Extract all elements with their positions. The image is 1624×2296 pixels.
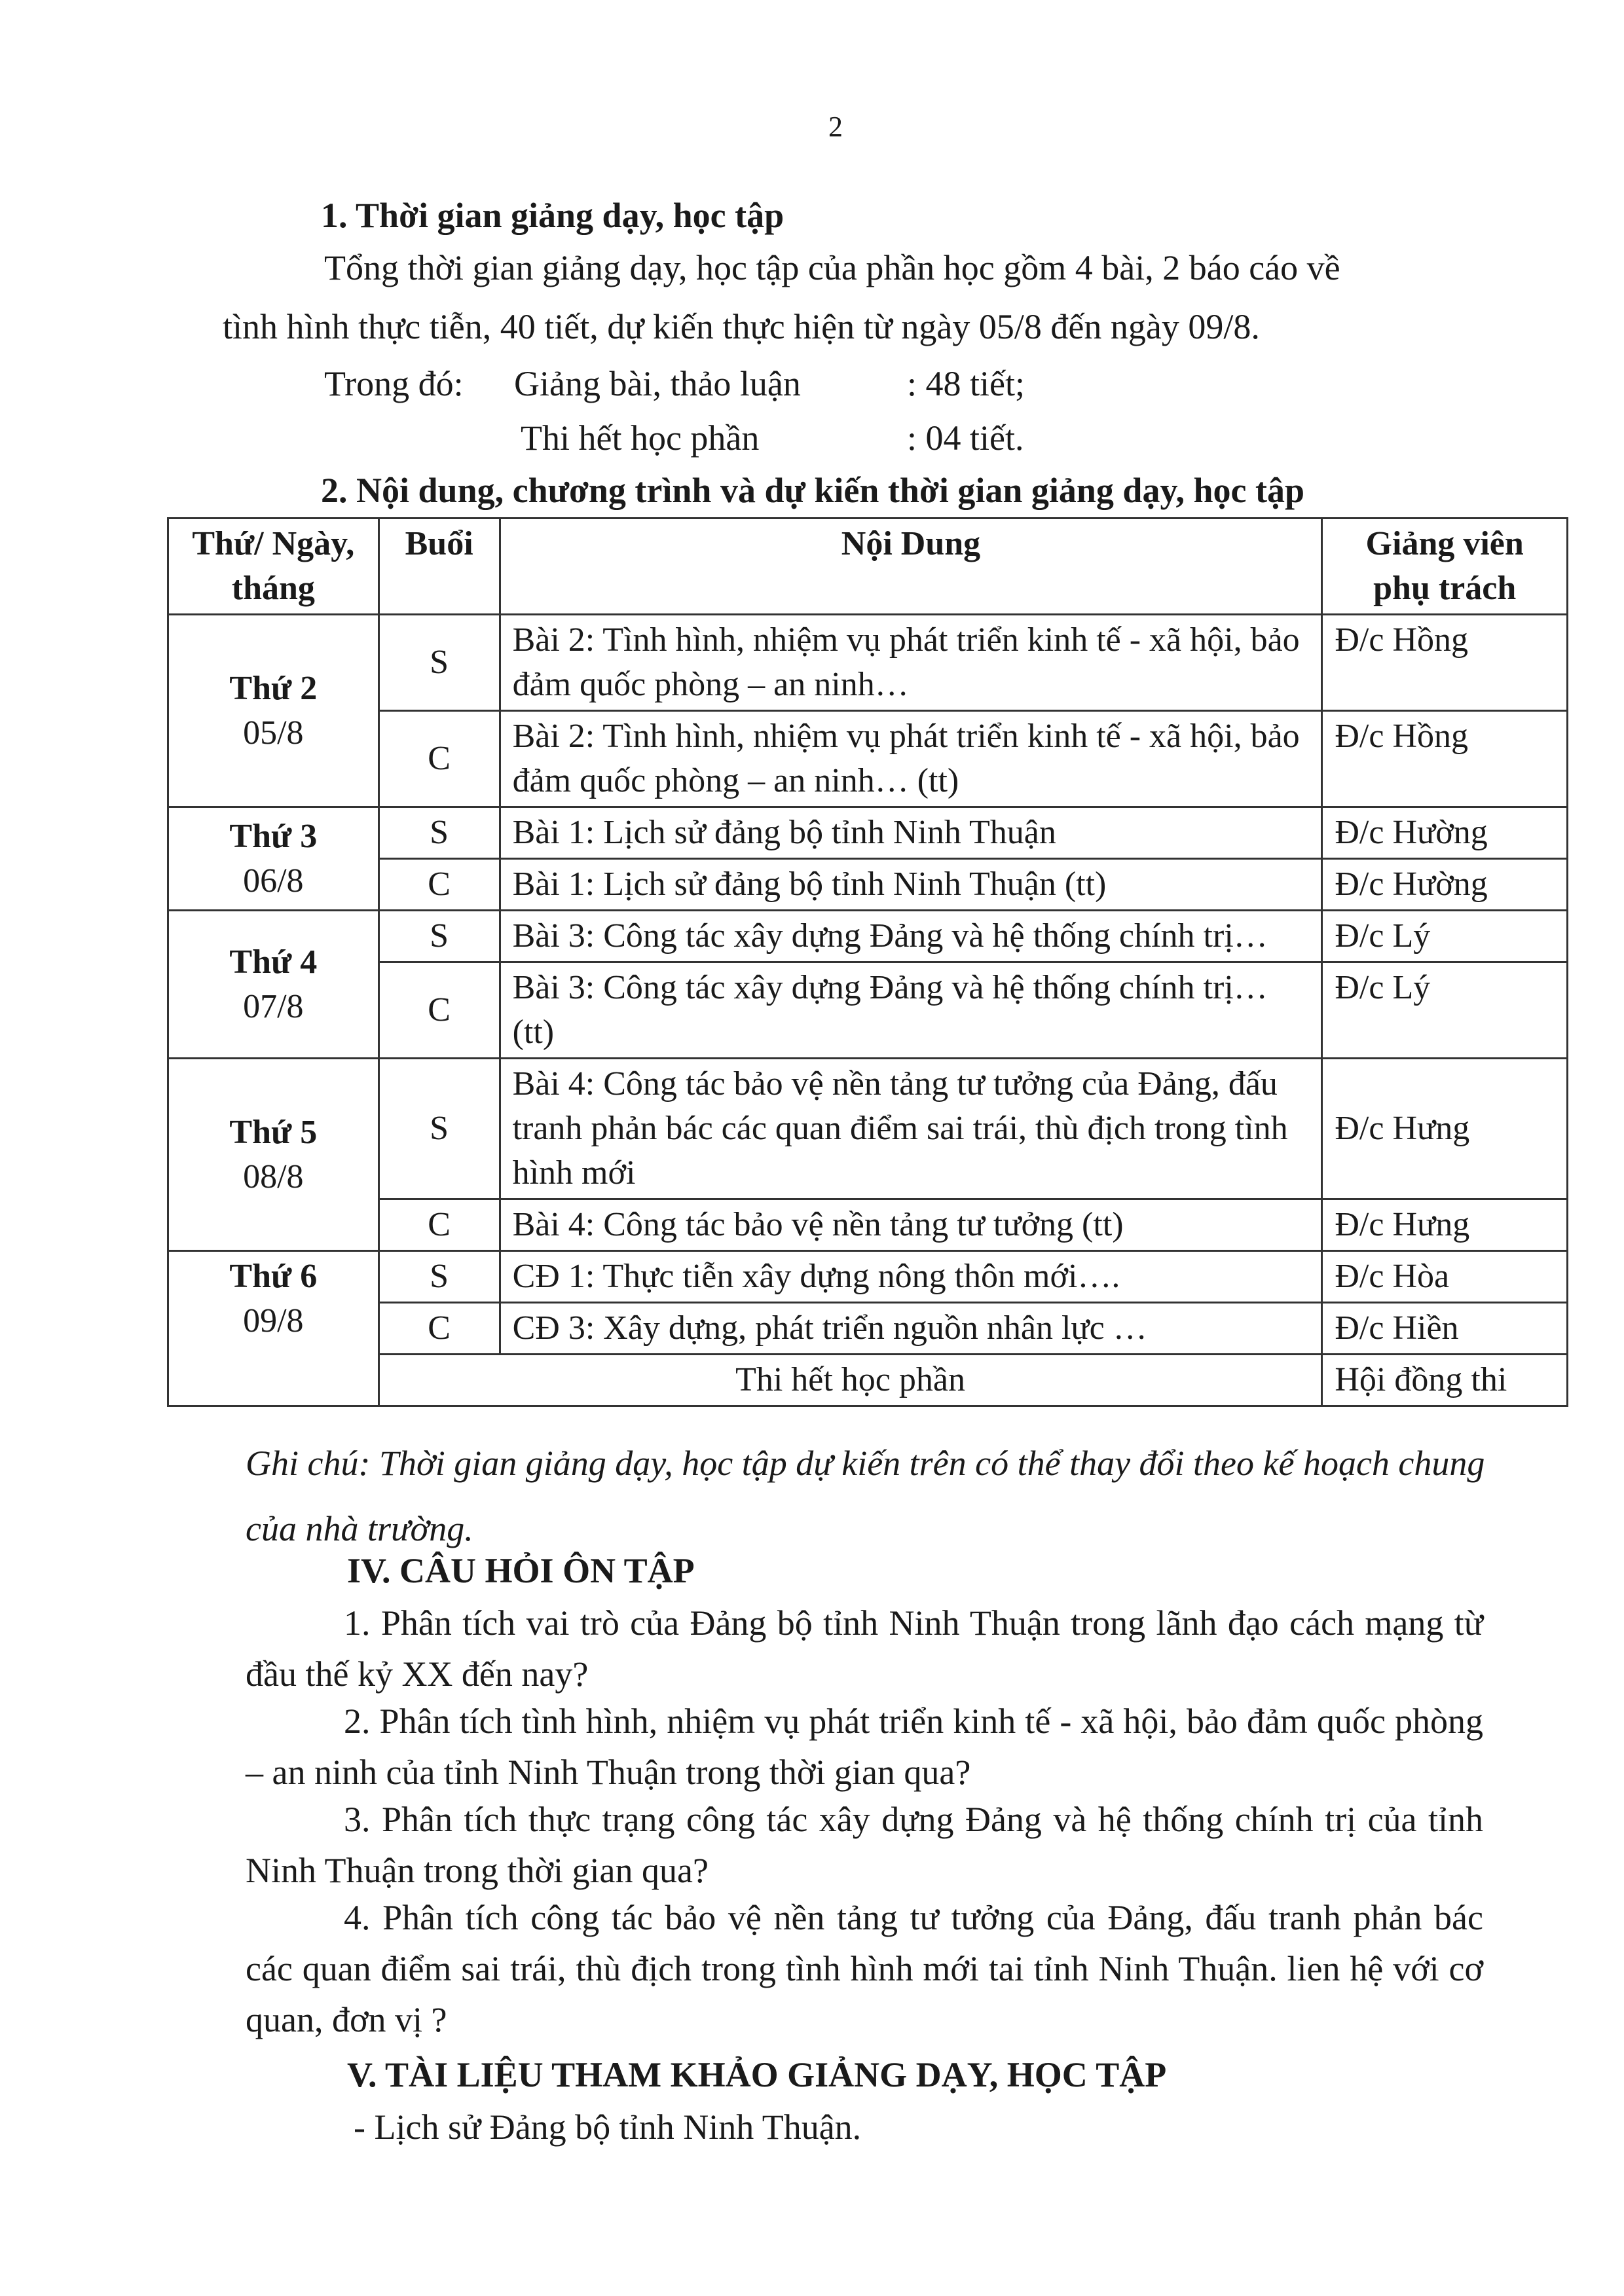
session-cell: S: [378, 911, 500, 962]
header-content: Nội Dung: [500, 519, 1322, 615]
exam-lecturer-cell: Hội đồng thi: [1322, 1355, 1568, 1406]
table-row: [168, 1251, 1568, 1303]
content-cell: CĐ 3: Xây dựng, phát triển nguồn nhân lực …: [500, 1303, 1322, 1355]
table-row: [168, 807, 1568, 859]
content-cell: Bài 3: Công tác xây dựng Đảng và hệ thống chính trị… (tt): [500, 962, 1322, 1059]
lecturer-cell: Đ/c Hòa: [1322, 1251, 1568, 1303]
table-row: [168, 1059, 1568, 1199]
breakdown-item-2-label: Thi hết học phần: [521, 418, 760, 458]
lecturer-cell: Đ/c Hưng: [1322, 1199, 1568, 1251]
table-row: [168, 615, 1568, 711]
session-cell: S: [378, 1251, 500, 1303]
exam-content-cell: Thi hết học phần: [378, 1355, 1322, 1406]
lecturer-cell: Đ/c Hường: [1322, 807, 1568, 859]
day-cell: [168, 1251, 379, 1406]
lecturer-cell: Đ/c Lý: [1322, 911, 1568, 962]
header-day: Thứ/ Ngày, tháng: [168, 519, 379, 615]
day-date: 08/8: [243, 1157, 304, 1195]
day-date: 09/8: [243, 1302, 304, 1339]
lecturer-cell: Đ/c Hồng: [1322, 711, 1568, 807]
session-cell: S: [378, 1059, 500, 1199]
question-3: 3. Phân tích thực trạng công tác xây dựng Đảng và hệ thống chính trị của tỉnh Ninh Thuận trong thời gian qua?: [246, 1800, 1483, 1890]
section-2-title: 2. Nội dung, chương trình và dự kiến thời gian giảng dạy, học tập: [321, 471, 1304, 510]
header-lecturer: Giảng viên phụ trách: [1322, 519, 1568, 615]
table-header-row: [168, 519, 1568, 615]
session-cell: C: [378, 859, 500, 911]
table-row: [168, 911, 1568, 962]
content-cell: Bài 3: Công tác xây dựng Đảng và hệ thống chính trị…: [500, 911, 1322, 962]
breakdown-item-1-label: Giảng bài, thảo luận: [514, 364, 801, 403]
section-1-line-2: tình hình thực tiễn, 40 tiết, dự kiến thực hiện từ ngày 05/8 đến ngày 09/8.: [223, 307, 1260, 346]
session-cell: S: [378, 615, 500, 711]
day-date: 05/8: [243, 714, 304, 752]
session-cell: C: [378, 711, 500, 807]
day-name: Thứ 5: [229, 1113, 318, 1151]
lecturer-cell: Đ/c Hồng: [1322, 615, 1568, 711]
question-1: 1. Phân tích vai trò của Đảng bộ tỉnh Ninh Thuận trong lãnh đạo cách mạng từ đầu thế kỷ XX đến nay?: [246, 1603, 1483, 1694]
schedule-table: [167, 517, 1568, 1407]
header-session: Buổi: [378, 519, 500, 615]
question-2: 2. Phân tích tình hình, nhiệm vụ phát triển kinh tế - xã hội, bảo đảm quốc phòng – an ninh của tỉnh Ninh Thuận trong thời gian qua?: [246, 1702, 1483, 1792]
day-name: Thứ 3: [229, 817, 318, 855]
session-cell: S: [378, 807, 500, 859]
section-1-line-1: Tổng thời gian giảng dạy, học tập của phần học gồm 4 bài, 2 báo cáo về: [324, 248, 1340, 287]
lecturer-cell: Đ/c Hiền: [1322, 1303, 1568, 1355]
day-cell: [168, 807, 379, 911]
page-number: 2: [828, 111, 843, 143]
question-4: 4. Phân tích công tác bảo vệ nền tảng tư tưởng của Đảng, đấu tranh phản bác các quan điểm sai trái, thù địch trong tình hình mới tai tỉnh Ninh Thuận. lien hệ với cơ quan, đơn vị ?: [246, 1898, 1483, 2039]
content-cell: Bài 1: Lịch sử đảng bộ tỉnh Ninh Thuận: [500, 807, 1322, 859]
content-cell: Bài 2: Tình hình, nhiệm vụ phát triển kinh tế - xã hội, bảo đảm quốc phòng – an ninh…: [500, 615, 1322, 711]
schedule-note: Ghi chú: Thời gian giảng dạy, học tập dự kiến trên có thể thay đổi theo kế hoạch chung của nhà trường.: [246, 1444, 1485, 1548]
content-cell: CĐ 1: Thực tiễn xây dựng nông thôn mới….: [500, 1251, 1322, 1303]
day-name: Thứ 6: [229, 1258, 318, 1295]
section-4-title: IV. CÂU HỎI ÔN TẬP: [347, 1551, 695, 1590]
session-cell: C: [378, 1199, 500, 1251]
breakdown-prefix: Trong đó:: [324, 364, 464, 403]
day-cell: [168, 615, 379, 807]
day-name: Thứ 2: [229, 669, 318, 707]
section-5-title: V. TÀI LIỆU THAM KHẢO GIẢNG DẠY, HỌC TẬP: [347, 2055, 1167, 2094]
content-cell: Bài 4: Công tác bảo vệ nền tảng tư tưởng của Đảng, đấu tranh phản bác các quan điểm sai trái, thù địch trong tình hình mới: [500, 1059, 1322, 1199]
day-cell: [168, 1059, 379, 1251]
content-cell: Bài 1: Lịch sử đảng bộ tỉnh Ninh Thuận (tt): [500, 859, 1322, 911]
reference-item: - Lịch sử Đảng bộ tỉnh Ninh Thuận.: [354, 2107, 862, 2147]
breakdown-item-1-value: : 48 tiết;: [907, 364, 1025, 403]
day-date: 06/8: [243, 862, 304, 900]
session-cell: C: [378, 1303, 500, 1355]
content-cell: Bài 4: Công tác bảo vệ nền tảng tư tưởng (tt): [500, 1199, 1322, 1251]
day-name: Thứ 4: [229, 943, 318, 981]
lecturer-cell: Đ/c Lý: [1322, 962, 1568, 1059]
day-date: 07/8: [243, 987, 304, 1025]
day-cell: [168, 911, 379, 1059]
section-1-title: 1. Thời gian giảng dạy, học tập: [321, 196, 784, 235]
content-cell: Bài 2: Tình hình, nhiệm vụ phát triển kinh tế - xã hội, bảo đảm quốc phòng – an ninh… (tt): [500, 711, 1322, 807]
lecturer-cell: Đ/c Hưng: [1322, 1059, 1568, 1199]
session-cell: C: [378, 962, 500, 1059]
lecturer-cell: Đ/c Hường: [1322, 859, 1568, 911]
breakdown-item-2-value: : 04 tiết.: [907, 418, 1024, 458]
